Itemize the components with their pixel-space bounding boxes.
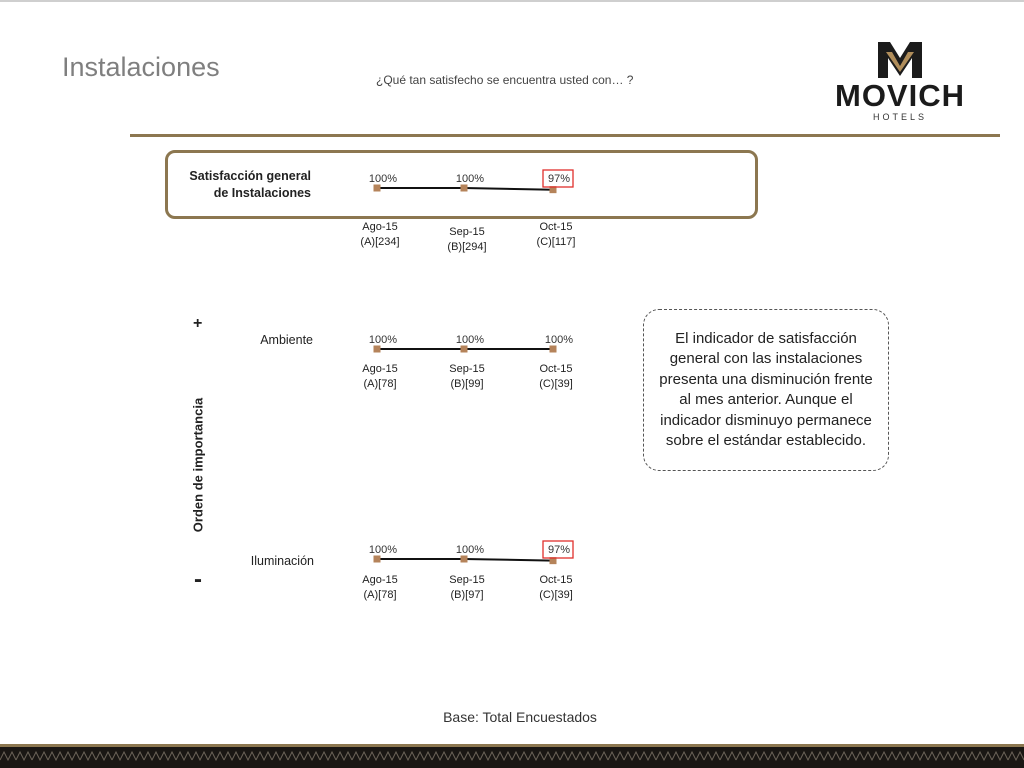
- insight-note-text: El indicador de satisfacción general con las instalaciones presenta una disminución frente al mes anterior. Aunque el indicador disminuyo permanece sobre el estándar establecido.: [659, 329, 873, 449]
- footer-zigzag: [448, 752, 464, 760]
- footer-pattern-icon: [0, 744, 1024, 768]
- footer-zigzag: [192, 752, 208, 760]
- importance-minus: -: [194, 566, 202, 593]
- footer-zigzag: [576, 752, 592, 760]
- footer-zigzag: [768, 752, 784, 760]
- x-tick-label-iluminacion-3-1: Oct-15: [539, 574, 573, 586]
- footer-zigzag: [800, 752, 816, 760]
- footer-zigzag: [352, 752, 368, 760]
- footer-zigzag: [208, 752, 224, 760]
- page-title: Instalaciones: [62, 52, 220, 82]
- footer-zigzag: [560, 752, 576, 760]
- footer-zigzag: [384, 752, 400, 760]
- x-tick-label-iluminacion-1-2: (A)[78]: [363, 589, 397, 601]
- data-point-iluminacion-2: [461, 556, 468, 563]
- row-label-iluminacion: Iluminación: [250, 554, 314, 568]
- x-tick-label-overall-2-1: Sep-15: [449, 226, 485, 238]
- data-label-overall-2: 100%: [455, 173, 485, 185]
- footer-zigzag: [160, 752, 176, 760]
- footer-zigzag: [1008, 752, 1024, 760]
- data-label-overall-1: 100%: [368, 173, 398, 185]
- logo-wordmark: MOVICH: [835, 78, 965, 113]
- x-tick-label-iluminacion-3-2: (C)[39]: [539, 589, 573, 601]
- x-tick-label-ambiente-3-1: Oct-15: [539, 363, 573, 375]
- footer-zigzag: [736, 752, 752, 760]
- footer-zigzag: [512, 752, 528, 760]
- footer-zigzag: [48, 752, 64, 760]
- data-label-ambiente-1: 100%: [368, 334, 398, 346]
- data-label-iluminacion-1: 100%: [368, 544, 398, 556]
- insight-note: [643, 309, 889, 471]
- footer-zigzag: [912, 752, 928, 760]
- footer-zigzag: [880, 752, 896, 760]
- footer-zigzag: [0, 752, 16, 760]
- x-tick-label-ambiente-2-2: (B)[99]: [450, 378, 484, 390]
- footer-zigzag: [672, 752, 688, 760]
- x-tick-label-ambiente-2-1: Sep-15: [449, 363, 485, 375]
- footer-zigzag: [976, 752, 992, 760]
- x-tick-label-overall-1-2: (A)[234]: [360, 236, 400, 248]
- footer-zigzag: [816, 752, 832, 760]
- footer-zigzag: [176, 752, 192, 760]
- footer-zigzag: [944, 752, 960, 760]
- footer-zigzag: [336, 752, 352, 760]
- importance-plus: +: [193, 315, 203, 332]
- footer-zigzag: [848, 752, 864, 760]
- x-tick-label-overall-3-1: Oct-15: [539, 221, 573, 233]
- x-tick-label-overall-2-2: (B)[294]: [447, 241, 487, 253]
- data-label-ambiente-3: 100%: [544, 334, 574, 346]
- footer-zigzag: [896, 752, 912, 760]
- footer-zigzag: [32, 752, 48, 760]
- data-label-iluminacion-2: 100%: [455, 544, 485, 556]
- footer-zigzag: [688, 752, 704, 760]
- data-point-ambiente-1: [374, 346, 381, 353]
- footer-zigzag: [416, 752, 432, 760]
- data-label-ambiente-2: 100%: [455, 334, 485, 346]
- base-footnote: Base: Total Encuestados: [443, 709, 597, 725]
- footer-zigzag: [368, 752, 384, 760]
- footer-zigzag: [16, 752, 32, 760]
- footer-zigzag: [592, 752, 608, 760]
- data-label-overall-3: 97%: [547, 173, 571, 185]
- footer-zigzag: [240, 752, 256, 760]
- data-point-iluminacion-1: [374, 556, 381, 563]
- footer-zigzag: [656, 752, 672, 760]
- x-tick-label-iluminacion-1-1: Ago-15: [362, 574, 398, 586]
- footer-zigzag: [144, 752, 160, 760]
- footer-zigzag: [272, 752, 288, 760]
- footer-zigzag: [304, 752, 320, 760]
- row-label-overall: Satisfacción general de Instalaciones: [189, 169, 311, 200]
- footer-zigzag: [80, 752, 96, 760]
- footer-zigzag: [128, 752, 144, 760]
- footer-zigzag: [864, 752, 880, 760]
- footer-zigzag: [624, 752, 640, 760]
- importance-axis-label: Orden de importancia: [190, 397, 206, 533]
- footer-zigzag: [496, 752, 512, 760]
- footer-zigzag: [96, 752, 112, 760]
- data-point-ambiente-3: [550, 346, 557, 353]
- x-tick-label-ambiente-1-2: (A)[78]: [363, 378, 397, 390]
- footer-zigzag: [544, 752, 560, 760]
- x-tick-label-iluminacion-2-2: (B)[97]: [450, 589, 484, 601]
- logo-subtext: HOTELS: [872, 112, 928, 122]
- x-tick-label-overall-1-1: Ago-15: [362, 221, 398, 233]
- x-tick-label-iluminacion-2-1: Sep-15: [449, 574, 485, 586]
- data-label-iluminacion-3: 97%: [547, 544, 571, 556]
- footer-zigzag: [224, 752, 240, 760]
- footer-zigzag: [320, 752, 336, 760]
- footer-zigzag: [608, 752, 624, 760]
- footer-zigzag: [432, 752, 448, 760]
- decorative-footer-band: [0, 744, 1024, 768]
- footer-zigzag: [960, 752, 976, 760]
- row-label-ambiente: Ambiente: [260, 333, 313, 347]
- x-tick-label-ambiente-3-2: (C)[39]: [539, 378, 573, 390]
- footer-zigzag: [464, 752, 480, 760]
- question-subtitle: ¿Qué tan satisfecho se encuentra usted con… ?: [376, 73, 634, 87]
- footer-zigzag: [64, 752, 80, 760]
- footer-edge-line: [0, 744, 1024, 747]
- footer-zigzag: [992, 752, 1008, 760]
- footer-zigzag: [400, 752, 416, 760]
- footer-zigzag: [480, 752, 496, 760]
- footer-zigzag: [256, 752, 272, 760]
- footer-zigzag: [784, 752, 800, 760]
- data-point-overall-1: [374, 185, 381, 192]
- footer-zigzag: [288, 752, 304, 760]
- footer-zigzag: [752, 752, 768, 760]
- footer-zigzag: [640, 752, 656, 760]
- footer-zigzag: [720, 752, 736, 760]
- footer-zigzag: [704, 752, 720, 760]
- footer-zigzag: [112, 752, 128, 760]
- x-tick-label-overall-3-2: (C)[117]: [536, 236, 576, 248]
- footer-zigzag: [528, 752, 544, 760]
- data-point-ambiente-2: [461, 346, 468, 353]
- x-tick-label-ambiente-1-1: Ago-15: [362, 363, 398, 375]
- data-point-overall-2: [461, 185, 468, 192]
- footer-zigzag: [832, 752, 848, 760]
- footer-zigzag: [928, 752, 944, 760]
